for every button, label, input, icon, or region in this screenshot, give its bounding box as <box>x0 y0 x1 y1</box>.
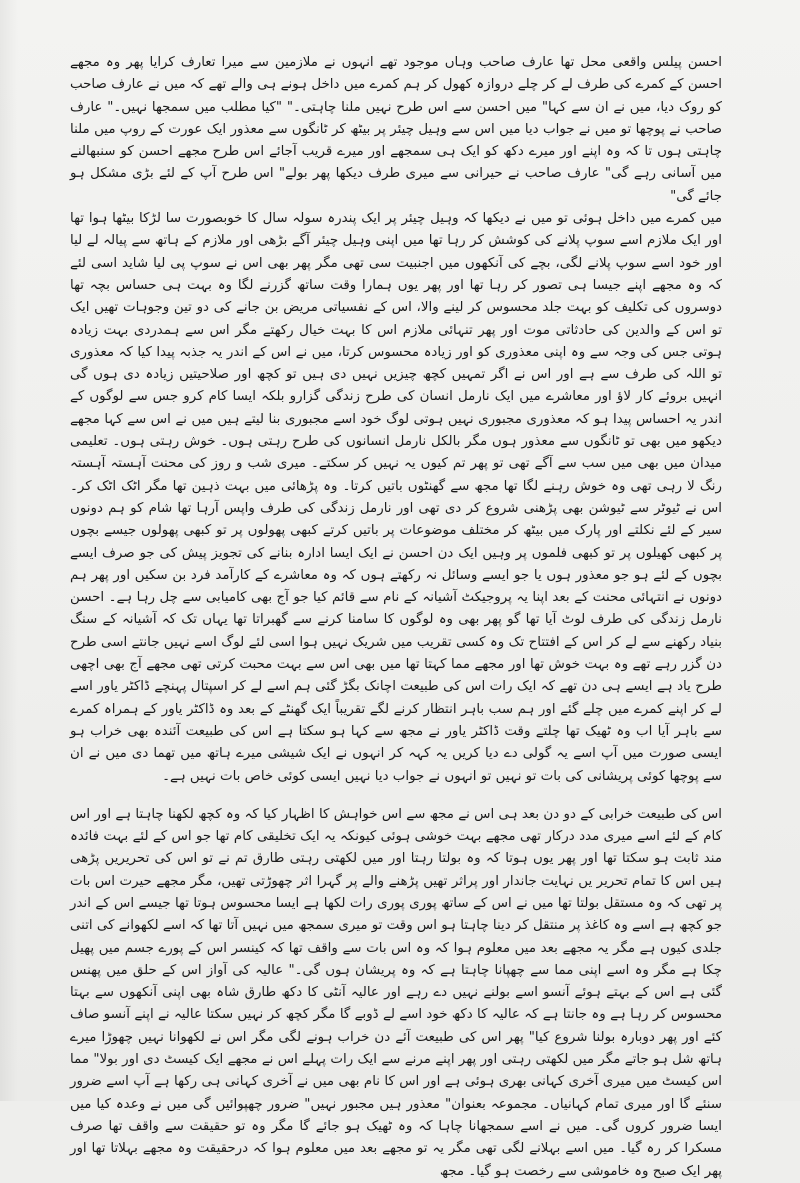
document-body <box>70 52 722 1183</box>
paragraph-3: اس کی طبیعت خرابی کے دو دن بعد ہی اس نے مجھ سے اس خواہش کا اظہار کیا کہ وہ کچھ لکھنا چاہتا ہے اور اس کام کے لئے اسے میری مدد درکار تھی مجھے بہت خوشی ہوئی کیونکہ یہ ایک تخلیقی کام تھا جو اس کے لئے بہت فائدہ مند ثابت ہو سکتا تھا اور پھر یوں ہوتا کہ وہ بولتا رہتا اور میں لکھتی رہتی طارق تم نے تو اس کی تحریریں پڑھی ہیں اس کا تمام تحریر یں نہایت جاندار اور پراثر تھیں پڑھنے والے پر گہرا اثر چھوڑتی تھیں، مگر مجھے حیرت اس بات پر تھی کہ وہ مستقل بولتا تھا میں نے اس کے ساتھ پوری پوری رات لکھا ہے ایسا محسوس ہوتا تھا جیسے اس کے اندر جو کچھ ہے اسے وہ کاغذ پر منتقل کر دینا چاہتا ہو اس وقت تو میری سمجھ میں نہیں آتا تھا کہ اسے لکھوانے کی اتنی جلدی کیوں ہے مگر یہ مجھے بعد میں معلوم ہوا کہ وہ اس بات سے واقف تھا کہ کینسر اس کے پورے جسم میں پھیل چکا ہے مگر وہ اسے اپنی مما سے چھپانا چاہتا ہے کہ وہ پریشان ہوں گی۔" عالیہ کی آواز اس کے حلق میں پھنس گئی ہے اس کے بہتے ہوئے آنسو اسے بولنے نہیں دے رہے اور عالیہ آنٹی کا دکھ طارق شاہ بھی اپنی آنکھوں سے بہتا محسوس کر رہا ہے وہ جانتا ہے کہ عالیہ کا دکھ خود اسے لے ڈوبے گا مگر کچھ کر نہیں سکتا عالیہ نے اپنے آنسو صاف کئے اور پھر دوبارہ بولنا شروع کیا" پھر اس کی طبیعت آئے دن خراب ہونے لگی مگر اس نے لکھوانا نہیں چھوڑا میرے ہاتھ شل ہو جاتے مگر میں لکھتی رہتی اور پھر اپنے مرنے سے ایک رات پہلے اس نے مجھے ایک کیسٹ دی اور بولا" مما اس کیسٹ میں میری آخری کہانی بھری ہوئی ہے اور اس کا نام بھی میں نے آخری کہانی ہی رکھا ہے آپ اسے ضرور سنئے گا اور میری تمام کہانیاں۔ مجموعہ بعنوان" معذور ہیں مجبور نہیں" ضرور چھپوائیں گی میں نے وعدہ کیا میں ایسا ضرور کروں گی۔ میں نے اسے سمجھانا چاہا کہ وہ ٹھیک ہو جائے گا مگر وہ تو حقیقت سے واقف تھا صرف مسکرا کر رہ گیا۔ میں اسے بہلانے لگی تھی مگر یہ تو مجھے بعد میں معلوم ہوا کہ درحقیقت وہ مجھے بہلاتا تھا اور پھر ایک صبح وہ خاموشی سے رخصت ہو گیا۔ مجھ <box>70 806 722 1179</box>
paragraph-1: احسن پیلس واقعی محل تھا عارف صاحب وہاں موجود تھے انہوں نے ملازمین سے میرا تعارف کرایا پھر وہ مجھے احسن کے کمرے کی طرف لے کر چلے دروازہ کھول کر ہم کمرے میں داخل ہونے ہی والے تھے کہ میں نے عارف صاحب کو روک دیا، میں نے ان سے کہا" میں احسن سے اس طرح نہیں ملنا چاہتی۔" "کیا مطلب میں سمجھا نہیں۔" عارف صاحب نے پوچھا تو میں نے جواب دیا میں اس سے وہیل چیئر پر بیٹھ کر ٹانگوں سے معذور ایک عورت کے روپ میں ملنا چاہتی ہوں تا کہ وہ اپنے اور میرے دکھ کو ایک ہی سمجھے اور میرے قریب آجائے اس طرح مجھے احسن کو سنبھالنے میں آسانی رہے گی" عارف صاحب نے حیرانی سے میری طرف دیکھا پھر بولے" اس طرح آپ کے لئے بڑی مشکل ہو جائے گی" <box>70 55 722 204</box>
paragraph-2: میں کمرے میں داخل ہوئی تو میں نے دیکھا کہ وہیل چیئر پر ایک پندرہ سولہ سال کا خوبصورت سا لڑکا بیٹھا ہوا تھا اور ایک ملازم اسے سوپ پلانے کی کوشش کر رہا تھا میں اپنی وہیل چیئر آگے بڑھی اور ملازم کے ہاتھ سے پیالہ لے لیا اور خود اسے سوپ پلانے لگی، بچے کی آنکھوں میں اجنبیت سی تھی مگر پھر بھی اس نے سوپ پی لیا شاید اسی لئے کہ وہ مجھے اپنے جیسا ہی تصور کر رہا تھا اور پھر یوں ہمارا وقت ساتھ گزرنے لگا وہ بہت ہی حساس بچہ تھا دوسروں کی تکلیف کو بہت جلد محسوس کر لینے والا، اس کے نفسیاتی مریض بن جانے کی دو تین وجوہات تھیں ایک تو اس کے والدین کی حادثاتی موت اور پھر تنہائی ملازم اس کا بہت خیال رکھتے مگر اس سے ہمدردی بہت زیادہ ہوتی جس کی وجہ سے وہ اپنی معذوری کو اور زیادہ محسوس کرتا، میں نے اس کے اندر یہ جذبہ پیدا کیا کہ معذوری تو اللہ کی طرف سے ہے اور اس نے اگر تمہیں کچھ چیزیں نہیں دی ہیں تو کچھ اور صلاحیتیں زیادہ دی ہوں گی انہیں بروئے کار لاؤ اور معاشرے میں ایک نارمل انسان کی طرح زندگی گزارو بلکہ ایسا کام کرو جس سے لوگوں کے اندر یہ احساس پیدا ہو کہ معذوری مجبوری نہیں ہوتی لوگ خود اسے مجبوری بنا لیتے ہیں میں نے اس سے کہا مجھے دیکھو میں بھی تو ٹانگوں سے معذور ہوں مگر بالکل نارمل انسانوں کی طرح رہتی ہوں۔ خوش رہتی ہوں۔ تعلیمی میدان میں بھی میں سب سے آگے تھی تو پھر تم کیوں یہ نہیں کر سکتے۔ میری شب و روز کی محنت آہستہ آہستہ رنگ لا رہی تھی وہ خوش رہنے لگا تھا مجھ سے گھنٹوں باتیں کرتا۔ وہ پڑھائی میں بہت ذہین تھا مگر اٹک اٹک کر۔ اس نے ٹیوٹر سے ٹیوشن بھی پڑھنی شروع کر دی تھی اور نارمل زندگی کی طرف واپس آرہا تھا شام کو ہم دونوں سیر کے لئے نکلتے اور پارک میں بیٹھ کر مختلف موضوعات پر باتیں کرتے کبھی پھولوں پر تو کبھی پھولوں جیسے بچوں پر کبھی کھیلوں پر تو کبھی فلموں پر وہیں ایک دن احسن نے ایک ایسا ادارہ بنانے کی تجویز پیش کی جو صرف ایسے بچوں کے لئے ہو جو معذور ہوں یا جو ایسے وسائل نہ رکھتے ہوں کہ وہ معاشرے کے کارآمد فرد بن سکیں اور پھر ہم دونوں نے انتہائی محنت کے بعد اپنا یہ پروجیکٹ آشیانہ کے نام سے قائم کیا جو آج بھی کامیابی سے چل رہا ہے۔ احسن نارمل زندگی کی طرف لوٹ آیا تھا گو پھر بھی وہ لوگوں کا سامنا کرنے سے گھبراتا تھا یہاں تک کہ آشیانہ کے سنگ بنیاد رکھنے سے لے کر اس کے افتتاح تک وہ کسی تقریب میں شریک نہیں ہوا اسی لئے لوگ اسے نہیں جانتے اسی طرح دن گزر رہے تھے وہ بہت خوش تھا اور مجھے مما کہتا تھا میں بھی اس سے بہت محبت کرتی تھی مجھے آج بھی اچھی طرح یاد ہے ایسے ہی دن تھے کہ ایک رات اس کی طبیعت اچانک بگڑ گئی ہم اسے لے کر اسپتال پہنچے ڈاکٹر یاور اسے لے کر اپنے کمرے میں چلے گئے اور ہم سب باہر انتظار کرنے لگے تقریباً ایک گھنٹے کے بعد وہ ڈاکٹر یاور کے ہمراہ کمرے سے باہر آیا اب وہ ٹھیک تھا چلتے وقت ڈاکٹر یاور نے مجھ سے کہا ہو سکتا ہے اس کی طبیعت آئندہ بھی خراب ہو ایسی صورت میں آپ اسے یہ گولی دے دیا کریں یہ کہہ کر انہوں نے ایک شیشی میرے ہاتھ میں تھما دی میں نے ان سے پوچھا کوئی پریشانی کی بات تو نہیں تو انہوں نے جواب دیا نہیں ایسی کوئی خاص بات نہیں ہے۔ <box>70 211 722 784</box>
page-edge-shadow <box>0 0 18 1101</box>
